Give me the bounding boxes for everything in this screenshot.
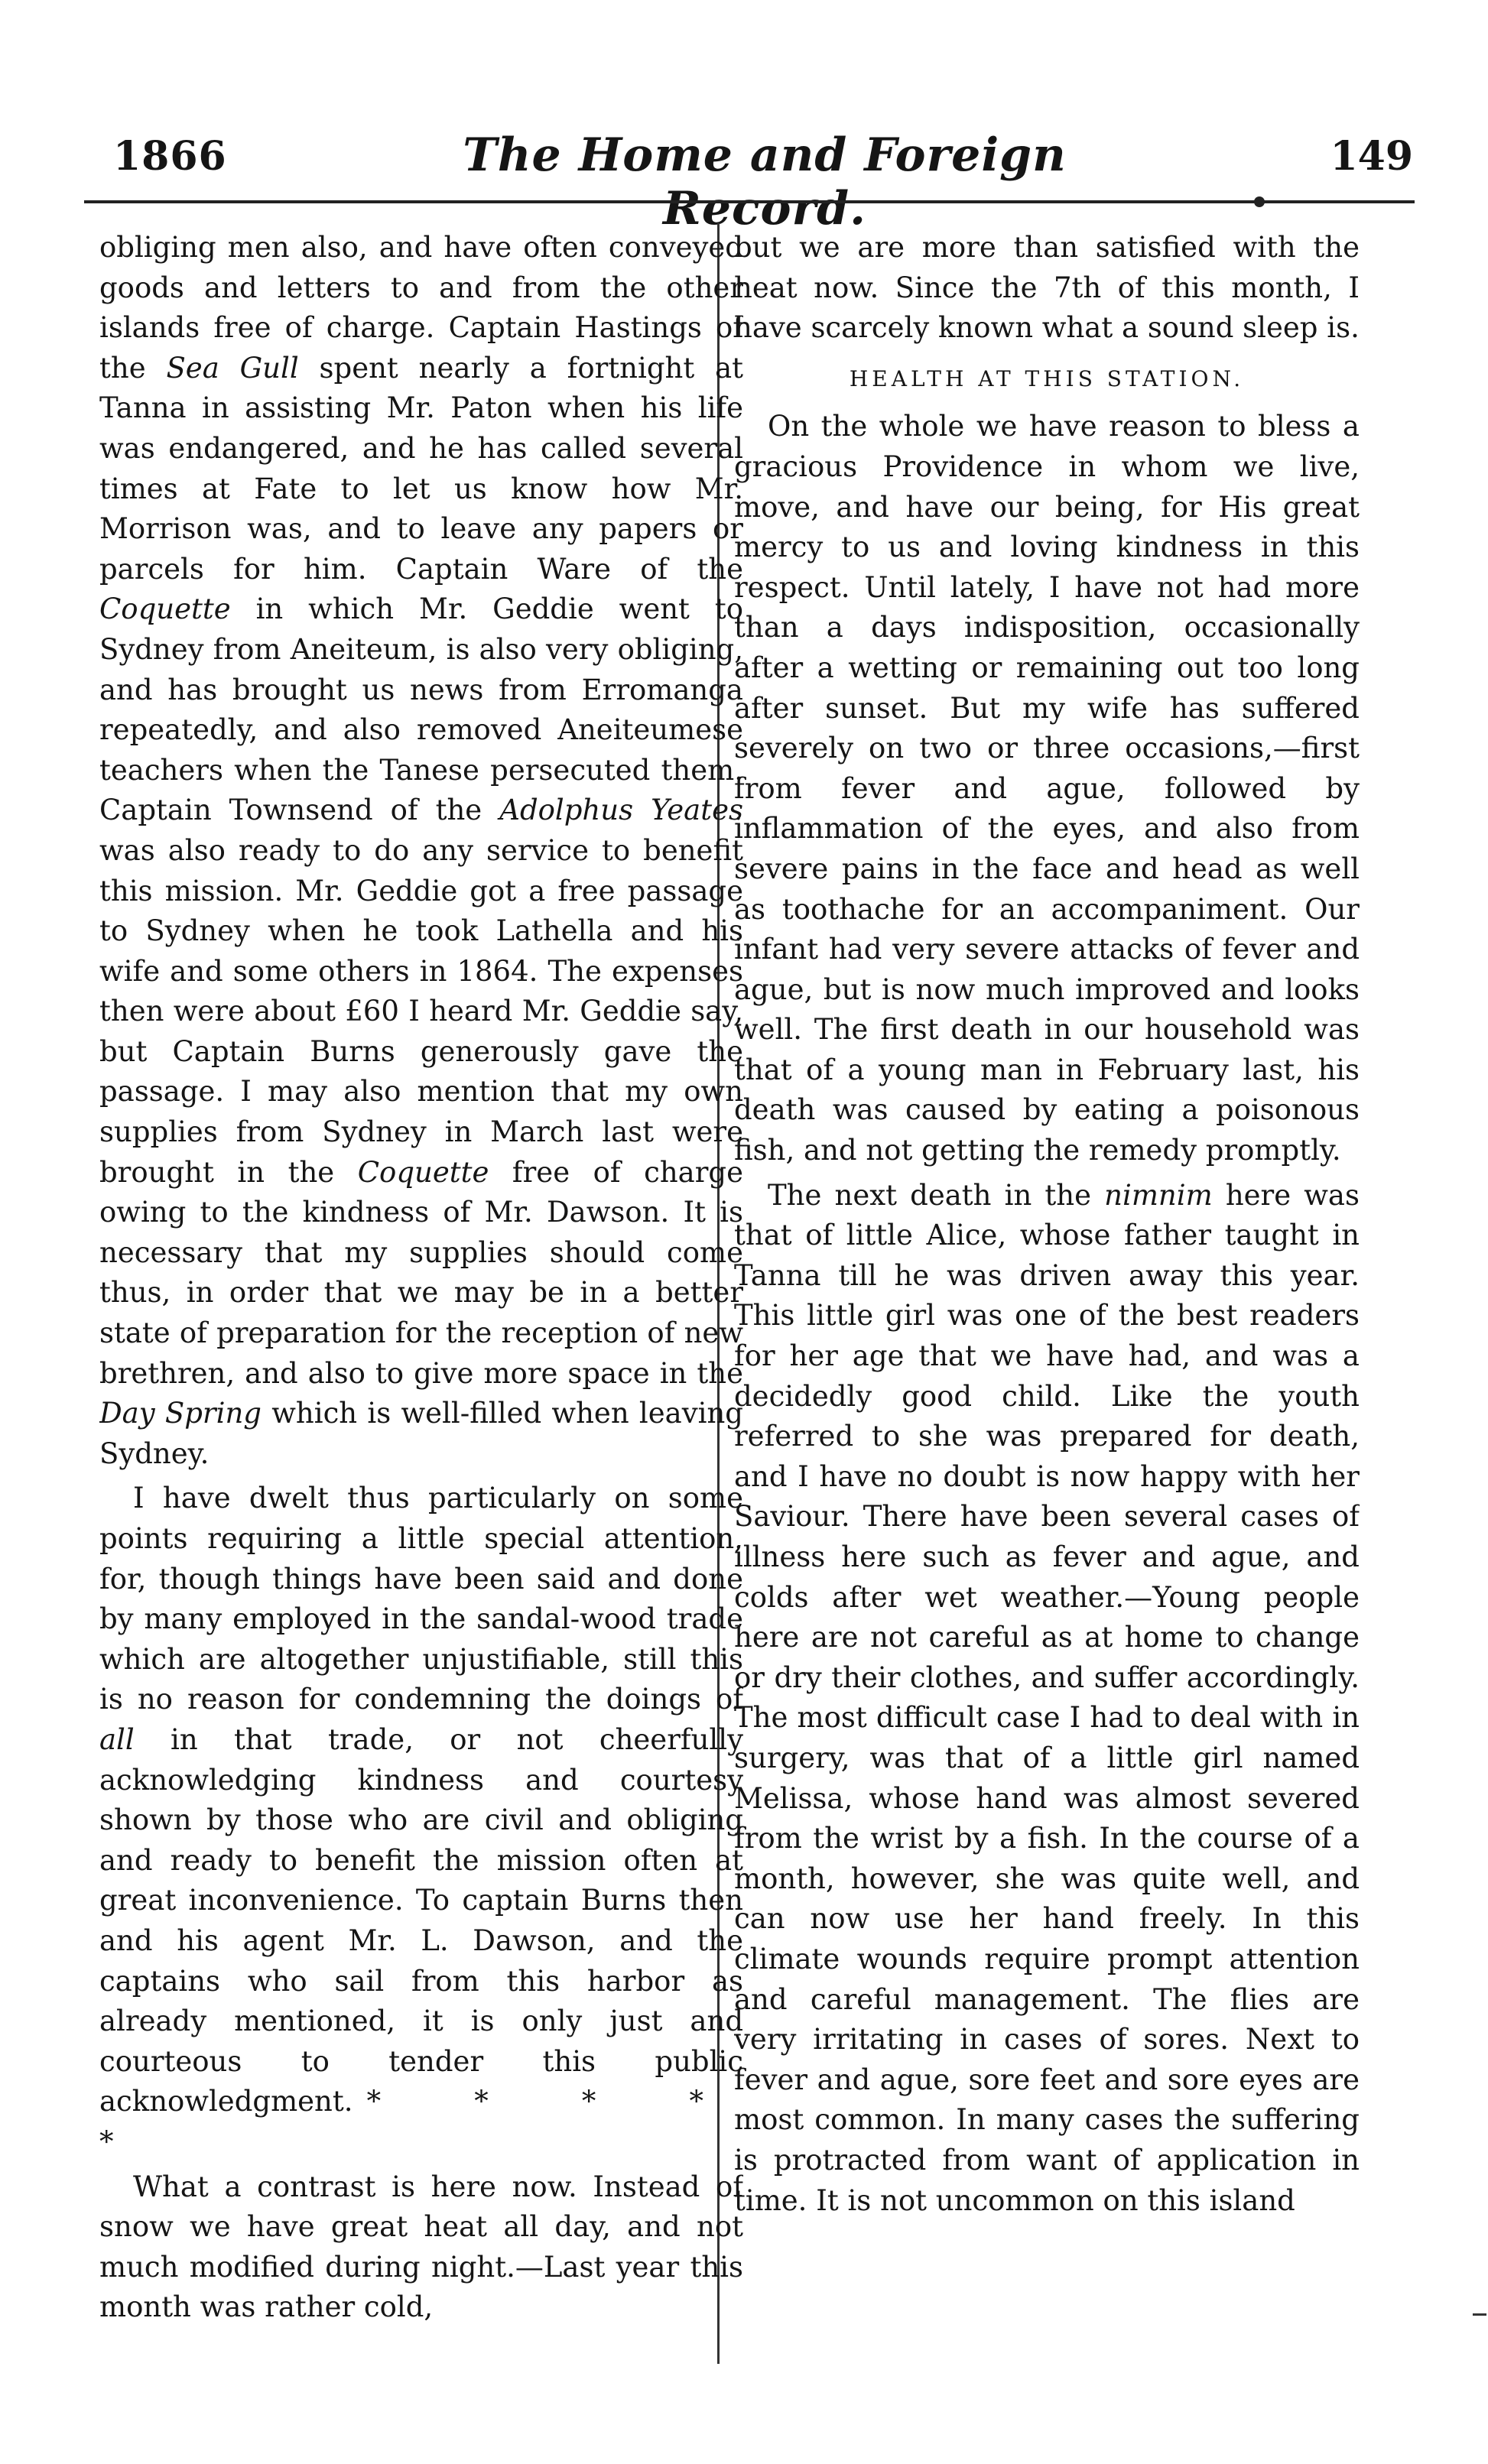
left-paragraph-2: I have dwelt thus particularly on some points requiring a little special attention, for, though things have been said and done by many employed in the sandal-wood trade which are altogether unjustifiable, still this is no reason for condemning the doings of all in that trade, or not cheerfully acknowledging kindness and courtesy shown by those who are civil and obliging and ready to benefit the mission often at great inconvenience. To captain Burns then and his agent Mr. L. Dawson, and the captains who sail from this harbor as already mentioned, it is only just and courteous to tender this public acknowledgment. * * * * * [99,1482,743,2158]
margin-mark [1473,2313,1486,2316]
ship-name: Adolphus Yeates [499,794,743,827]
section-break-stars: * * * * * [99,2085,743,2158]
left-column [99,228,743,2361]
section-heading: HEALTH AT THIS STATION. [849,365,1245,391]
right-paragraph-3: The next death in the nimnim here was that of little Alice, whose father taught in Tanna till he was driven away this year. This little girl was one of the best readers for her age that we have had, and was a decidedly good child. Like the youth referred to she was prepared for death, and I have no doubt is now happy with her Saviour. There have been several cases of illness here such as fever and ague, and colds after wet weather.—Young people here are not careful as at home to change or dry their clothes, and suffer accordingly. The most difficult case I had to deal with in surgery, was that of a little girl named Melissa, whose hand was almost severed from the wrist by a fish. In the course of a month, however, she was quite well, and can now use her hand freely. In this climate wounds require prompt attention and careful management. The flies are very irritating in cases of sores. Next to fever and ague, sore feet and sore eyes are most common. In many cases the suffering is protracted from want of application in time. It is not uncommon on this island [734,1178,1360,2217]
running-header [84,128,1415,235]
header-rule [84,200,1415,203]
right-column [734,228,1360,2361]
right-paragraph-2: On the whole we have reason to bless a gracious Providence in whom we live, move, and have our being, for His great mercy to us and loving kindness in this respect. Until lately, I have not had more than a days indisposition, occasionally after a wetting or remaining out too long after sunset. But my wife has suffered severely on two or three occasions,—first from fever and ague, followed by inflammation of the eyes, and also from severe pains in the face and head as well as toothache for an accompaniment. Our infant had very severe attacks of fever and ague, but is now much improved and looks well. The first death in our household was that of a young man in February last, his death was caused by eating a poisonous fish, and not getting the remedy promptly. [734,410,1360,1167]
header-page-number: 149 [1330,133,1413,180]
left-paragraph-1: obliging men also, and have often conveyed goods and letters to and from the other islands free of charge. Captain Hastings of the Sea Gull spent nearly a fortnight at Tanna in assisting Mr. Paton when his life was endangered, and he has called several times at Fate to let us know how Mr. Morrison was, and to leave any papers or parcels for him. Captain Ware of the Coquette in which Mr. Geddie went to Sydney from Aneiteum, is also very obliging, and has brought us news from Erromanga repeatedly, and also removed Aneiteumese teachers when the Tanese persecuted them. Captain Townsend of the Adolphus Yeates was also ready to do any service to benefit this mission. Mr. Geddie got a free passage to Sydney when he took Lathella and his wife and some others in 1864. The expenses then were about £60 I heard Mr. Geddie say, but Captain Burns generously gave the passage. I may also mention that my own supplies from Sydney in March last were brought in the Coquette free of charge owing to the kindness of Mr. Dawson. It is necessary that my supplies should come thus, in order that we may be in a better state of preparation for the reception of new brethren, and also to give more space in the Day Spring which is well-filled when leaving Sydney. [99,231,743,1470]
left-paragraph-3: What a contrast is here now. Instead of snow we have great heat all day, and not much modified during night.—Last year this month was rather cold, [99,2170,743,2324]
ship-name: Sea Gull [166,351,299,385]
emphasis: nimnim [1104,1178,1213,1212]
header-rule-ornament [1254,196,1265,207]
header-title: The Home and Foreign Record. [463,128,1067,235]
ship-name: Coquette [357,1155,489,1189]
ship-name: Day Spring [99,1397,262,1430]
ship-name: Coquette [99,592,231,626]
right-paragraph-1: but we are more than satisfied with the heat now. Since the 7th of this month, I have scarcely known what a sound sleep is. [734,231,1360,345]
emphasis: all [99,1722,135,1756]
header-year: 1866 [113,133,227,180]
